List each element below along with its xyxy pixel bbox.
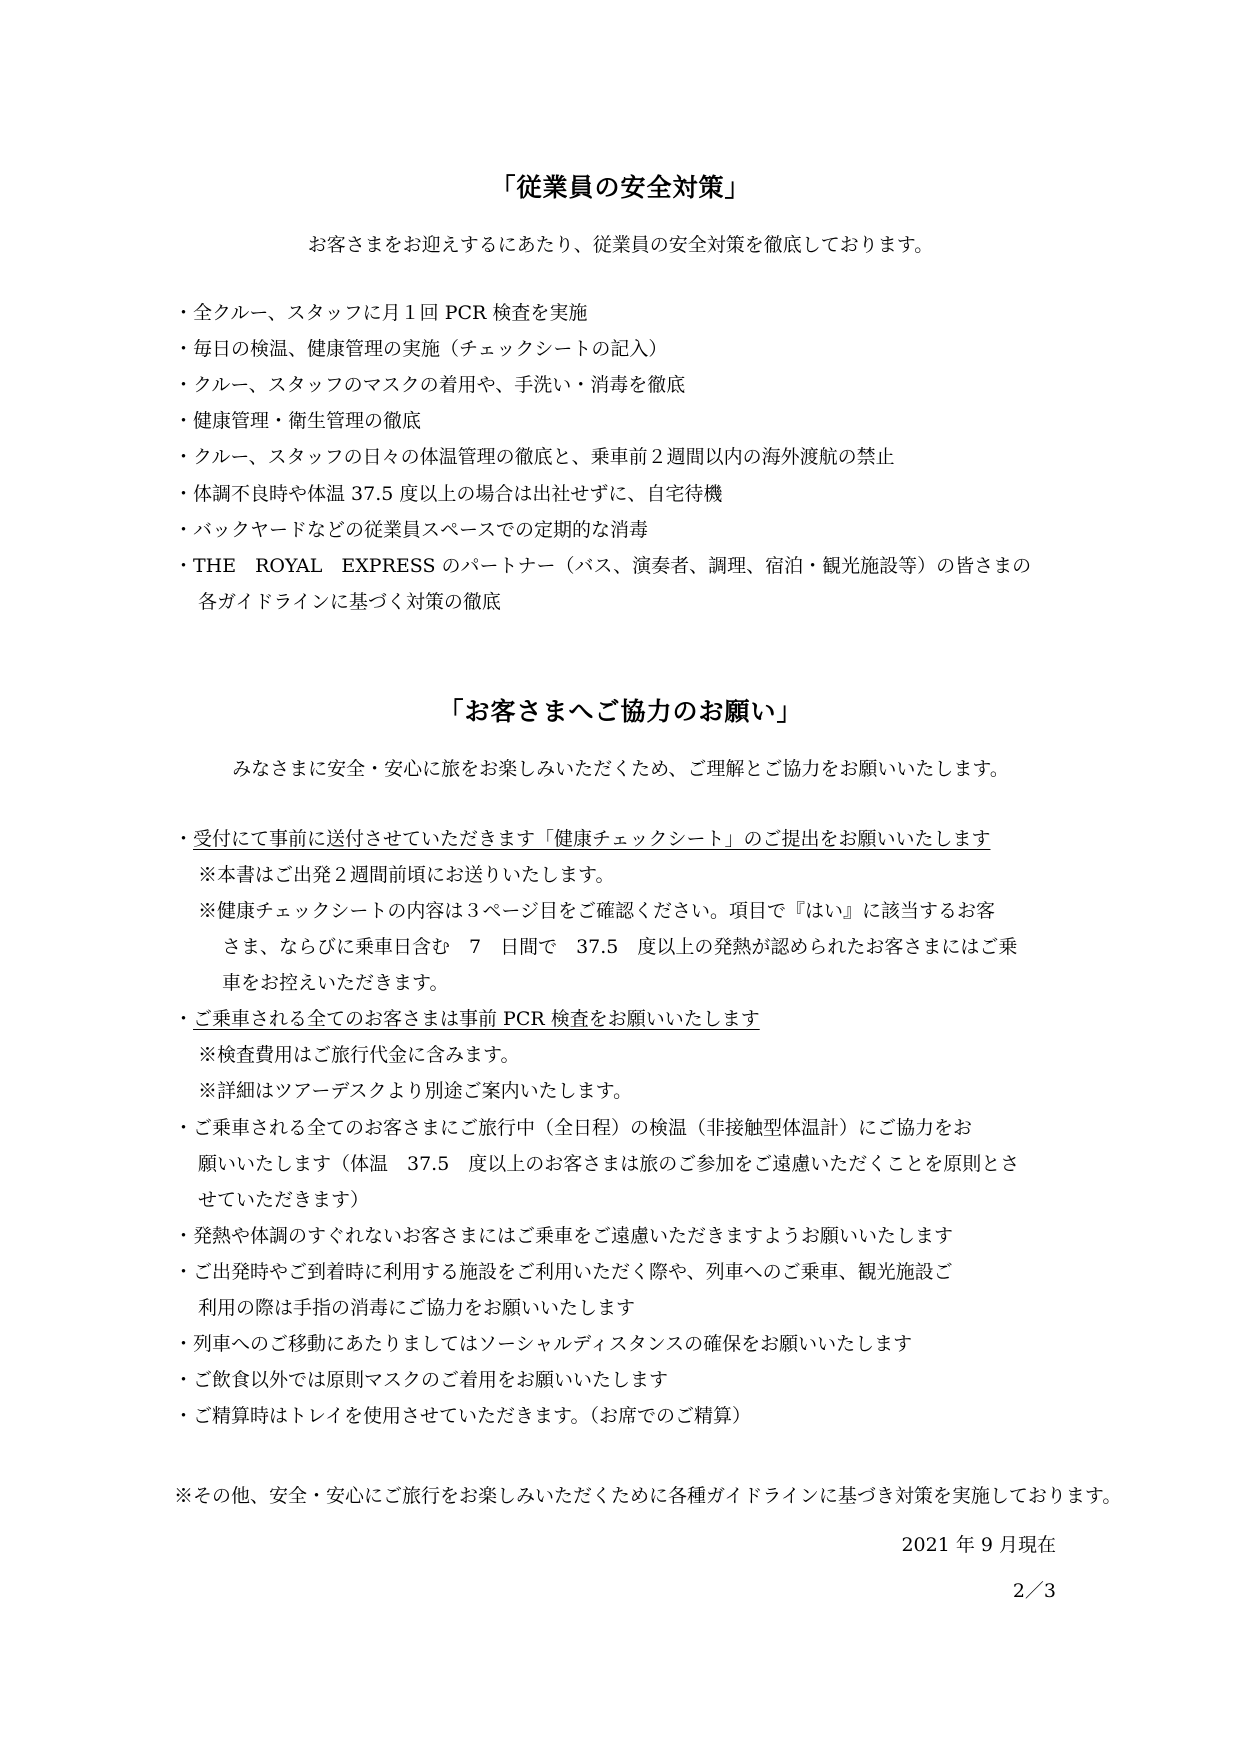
- staff-section-intro: お客さまをお迎えするにあたり、従業員の安全対策を徹底しております。: [307, 234, 934, 256]
- page-number: 2／3: [1012, 1580, 1056, 1602]
- staff-item: ・全クルー、スタッフに月１回 PCR 検査を実施: [174, 302, 588, 324]
- guest-item-text: 受付にて事前に送付させていただきます「健康チェックシート」のご提出をお願いいたします: [193, 828, 991, 850]
- staff-item: ・クルー、スタッフの日々の体温管理の徹底と、乗車前２週間以内の海外渡航の禁止: [174, 446, 895, 468]
- guest-item: ・ご精算時はトレイを使用させていただきます。（お席でのご精算）: [174, 1405, 752, 1427]
- date-stamp: 2021 年 9 月現在: [901, 1534, 1056, 1556]
- staff-item: ・クルー、スタッフのマスクの着用や、手洗い・消毒を徹底: [174, 374, 686, 396]
- guest-note: ※検査費用はご旅行代金に含みます。: [198, 1044, 520, 1066]
- guest-item: ・ご飲食以外では原則マスクのご着用をお願いいたします: [174, 1369, 669, 1391]
- guest-item-continuation: 利用の際は手指の消毒にご協力をお願いいたします: [198, 1297, 636, 1319]
- staff-item: ・バックヤードなどの従業員スペースでの定期的な消毒: [174, 519, 649, 541]
- footer-note: ※その他、安全・安心にご旅行をお楽しみいただくために各種ガイドラインに基づき対策を実施しております。: [174, 1485, 1122, 1507]
- guest-note: ※本書はご出発２週間前頃にお送りいたします。: [198, 864, 615, 886]
- staff-section-title: 「従業員の安全対策」: [490, 173, 751, 202]
- staff-item: ・毎日の検温、健康管理の実施（チェックシートの記入）: [174, 338, 668, 360]
- guest-item-health-check-sheet: [174, 826, 990, 852]
- guest-item: ・列車へのご移動にあたりましてはソーシャルディスタンスの確保をお願いいたします: [174, 1333, 913, 1355]
- bullet: ・: [174, 828, 194, 850]
- guest-section-title: 「お客さまへご協力のお願い」: [438, 697, 803, 726]
- staff-item: ・THE ROYAL EXPRESS のパートナー（バス、演奏者、調理、宿泊・観光施設等）の皆さまの: [174, 555, 1032, 577]
- guest-note: ※健康チェックシートの内容は３ページ目をご確認ください。項目で『はい』に該当するお客: [198, 900, 996, 922]
- staff-item: ・健康管理・衛生管理の徹底: [174, 410, 422, 432]
- staff-item-continuation: 各ガイドラインに基づく対策の徹底: [198, 591, 501, 613]
- guest-note-continuation: 車をお控えいただきます。: [222, 972, 449, 994]
- guest-note-continuation: さま、ならびに乗車日含む 7 日間で 37.5 度以上の発熱が認められたお客さまにはご乗: [222, 936, 1018, 958]
- guest-item: ・ご乗車される全てのお客さまにご旅行中（全日程）の検温（非接触型体温計）にご協力をお: [174, 1117, 973, 1139]
- guest-item: ・ご出発時やご到着時に利用する施設をご利用いただく際や、列車へのご乗車、観光施設ご: [174, 1261, 953, 1283]
- bullet: ・: [174, 1008, 194, 1030]
- guest-item-pcr-test: [174, 1006, 760, 1032]
- guest-section-intro: みなさまに安全・安心に旅をお楽しみいただくため、ご理解とご協力をお願いいたします。: [232, 758, 1009, 780]
- guest-item: ・発熱や体調のすぐれないお客さまにはご乗車をご遠慮いただきますようお願いいたします: [174, 1225, 954, 1247]
- guest-note: ※詳細はツアーデスクより別途ご案内いたします。: [198, 1080, 633, 1102]
- staff-item: ・体調不良時や体温 37.5 度以上の場合は出社せずに、自宅待機: [174, 483, 723, 505]
- guest-item-continuation: 願いいたします（体温 37.5 度以上のお客さまは旅のご参加をご遠慮いただくことを原則とさ: [198, 1153, 1020, 1175]
- guest-item-continuation: せていただきます）: [198, 1189, 370, 1211]
- guest-item-text: ご乗車される全てのお客さまは事前 PCR 検査をお願いいたします: [193, 1008, 760, 1030]
